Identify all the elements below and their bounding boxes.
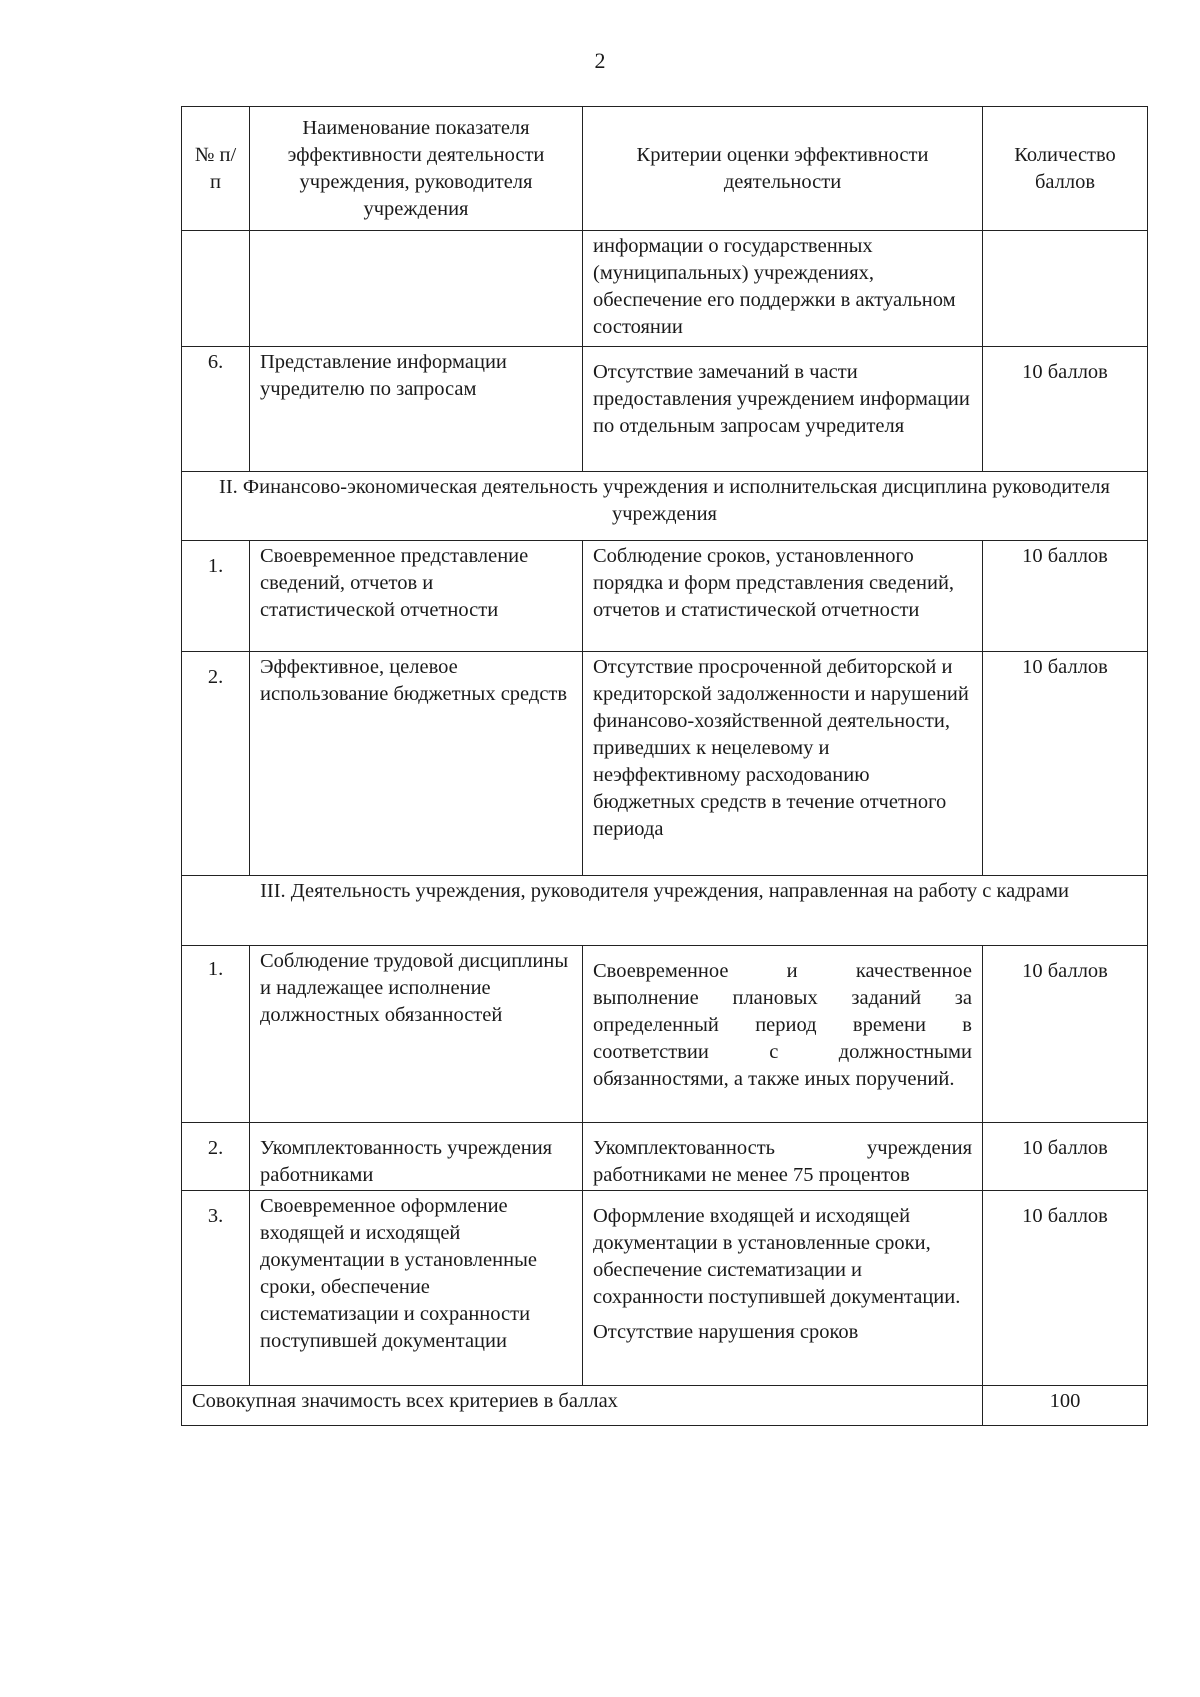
points-cell: 10 баллов	[983, 1191, 1148, 1386]
header-num: № п/п	[182, 107, 250, 231]
criteria-cell: Отсутствие замечаний в части предоставления учреждением информации по отдельным запросам учредителя	[583, 347, 983, 472]
criteria-table	[181, 106, 1148, 1426]
row-num: 2.	[182, 1123, 250, 1191]
criteria-cell: Укомплектованность учреждения работниками не менее 75 процентов	[583, 1123, 983, 1191]
header-points: Количество баллов	[983, 107, 1148, 231]
criteria-cell: Своевременное и качественное выполнение плановых заданий за определенный период времени в соответствии с должностными обязанностями, а также иных поручений.	[583, 946, 983, 1123]
criteria-extra-text: Отсутствие нарушения сроков	[593, 1321, 859, 1343]
page-number: 2	[594, 48, 606, 73]
table-row	[182, 541, 1148, 652]
points-cell: 10 баллов	[983, 1123, 1148, 1191]
header-indicator: Наименование показателя эффективности деятельности учреждения, руководителя учреждения	[250, 107, 583, 231]
indicator-cell: Своевременное оформление входящей и исходящей документации в установленные сроки, обеспечение систематизации и сохранности поступившей документации	[250, 1191, 583, 1386]
points-cell: 10 баллов	[983, 946, 1148, 1123]
table-row	[182, 652, 1148, 876]
indicator-cell: Соблюдение трудовой дисциплины и надлежащее исполнение должностных обязанностей	[250, 946, 583, 1123]
table-row	[182, 946, 1148, 1123]
criteria-cell: информации о государственных (муниципальных) учреждениях, обеспечение его поддержки в актуальном состоянии	[583, 231, 983, 347]
header-criteria: Критерии оценки эффективности деятельности	[583, 107, 983, 231]
table-row	[182, 1191, 1148, 1386]
points-cell: 10 баллов	[983, 347, 1148, 472]
total-value: 100	[983, 1386, 1148, 1426]
criteria-cell: Отсутствие просроченной дебиторской и кредиторской задолженности и нарушений финансово-хозяйственной деятельности, приведших к нецелевому и неэффективному расходованию бюджетных средств в течение отчетного периода	[583, 652, 983, 876]
section-heading	[182, 876, 1148, 946]
table-header-row	[182, 107, 1148, 231]
points-cell: 10 баллов	[983, 652, 1148, 876]
criteria-cell	[583, 1191, 983, 1386]
indicator-cell: Представление информации учредителю по запросам	[250, 347, 583, 472]
row-num: 6.	[182, 347, 250, 472]
row-num: 2.	[182, 652, 250, 876]
row-num: 3.	[182, 1191, 250, 1386]
table-row	[182, 1123, 1148, 1191]
row-num: 1.	[182, 946, 250, 1123]
criteria-cell: Соблюдение сроков, установленного порядка и форм представления сведений, отчетов и статистической отчетности	[583, 541, 983, 652]
section-heading	[182, 472, 1148, 541]
table-row	[182, 231, 1148, 347]
points-cell: 10 баллов	[983, 541, 1148, 652]
section-title: III. Деятельность учреждения, руководителя учреждения, направленная на работу с кадрами	[182, 876, 1148, 946]
table-row	[182, 347, 1148, 472]
indicator-cell: Своевременное представление сведений, отчетов и статистической отчетности	[250, 541, 583, 652]
section-title: II. Финансово-экономическая деятельность учреждения и исполнительская дисциплина руководителя учреждения	[182, 472, 1148, 541]
indicator-cell: Укомплектованность учреждения работниками	[250, 1123, 583, 1191]
total-row	[182, 1386, 1148, 1426]
total-label: Совокупная значимость всех критериев в баллах	[182, 1386, 983, 1426]
row-num: 1.	[182, 541, 250, 652]
indicator-cell: Эффективное, целевое использование бюджетных средств	[250, 652, 583, 876]
criteria-text: Оформление входящей и исходящей документации в установленные сроки, обеспечение систематизации и сохранности поступившей документации.	[593, 1205, 961, 1308]
